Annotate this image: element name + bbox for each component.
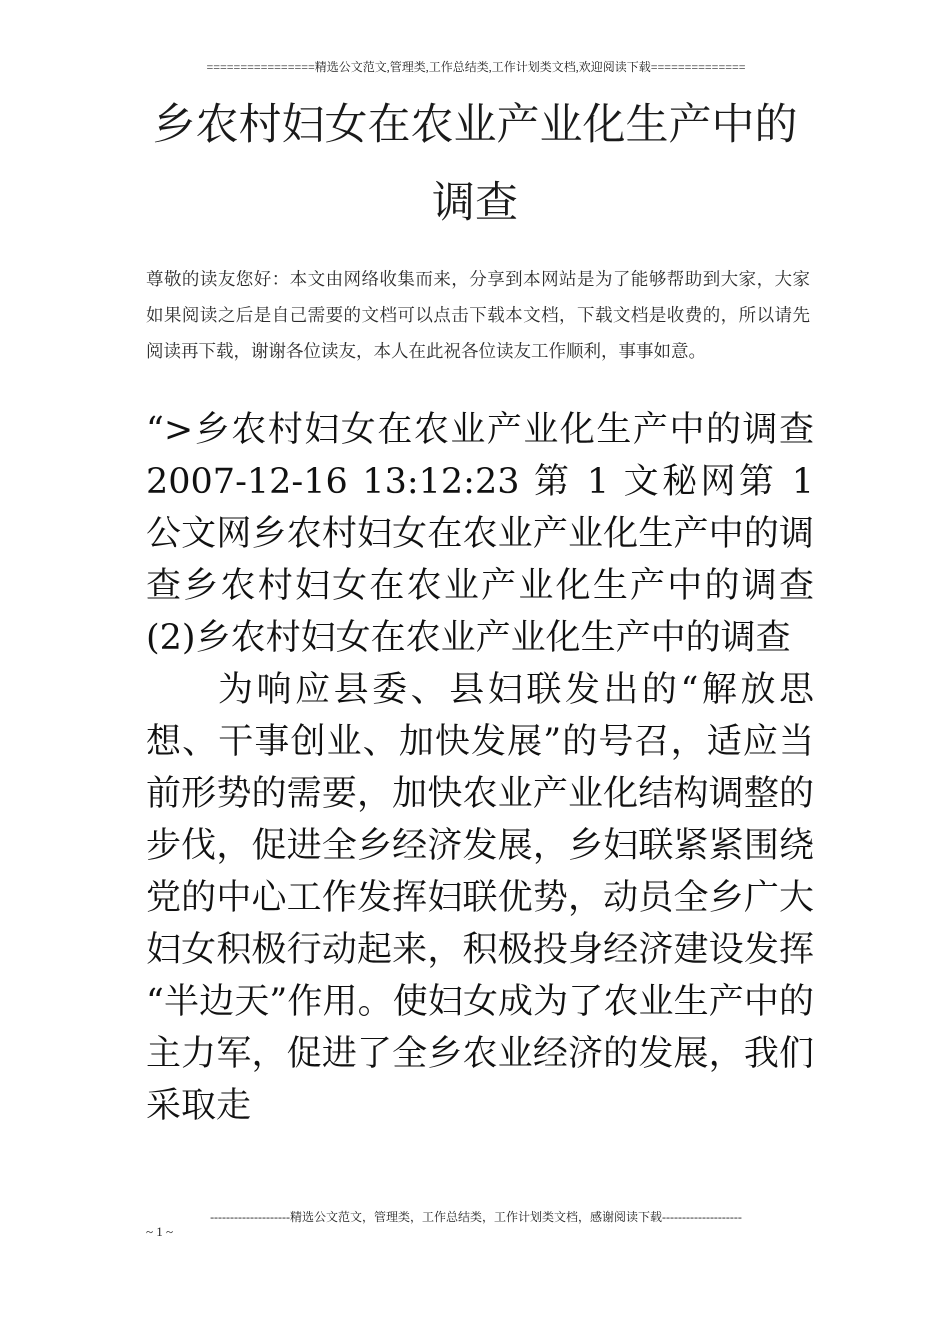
main-paragraph: 为响应县委、县妇联发出的“解放思想、干事创业、加快发展”的号召，适应当前形势的需要，加快农业产业化结构调整的步伐，促进全乡经济发展，乡妇联紧紧围绕党的中心工作发挥妇联优势，动员全乡广大妇女积极行动起来，积极投身经济建设发挥 “半边天”作用。使妇女成为了农业生产中的主力军，促进了全乡农业经济的发展，我们采取走 <box>146 670 814 1126</box>
header-banner: ================精选公文范文,管理类,工作总结类,工作计划类文档,欢迎阅读下载============== <box>206 60 746 74</box>
intro-paragraph: “>乡农村妇女在农业产业化生产中的调查 2007-12-16 13:12:23 第 1 文秘网第 1 公文网乡农村妇女在农业产业化生产中的调查乡农村妇女在农业产业化生产中的调查(2)乡农村妇女在农业产业化生产中的调查 <box>146 410 814 658</box>
reader-notice: 尊敬的读友您好：本文由网络收集而来，分享到本网站是为了能够帮助到大家，大家如果阅读之后是自己需要的文档可以点击下载本文档，下载文档是收费的，所以请先阅读再下载，谢谢各位读友，本人在此祝各位读友工作顺利，事事如意。 <box>146 270 810 362</box>
page-number: ~ 1 ~ <box>146 1224 174 1239</box>
document-body <box>146 404 814 1132</box>
page-title: 乡农村妇女在农业产业化生产中的调查 <box>152 100 798 228</box>
footer-banner: --------------------精选公文范文，管理类，工作总结类，工作计划类文档，感谢阅读下载-------------------- <box>210 1210 742 1224</box>
